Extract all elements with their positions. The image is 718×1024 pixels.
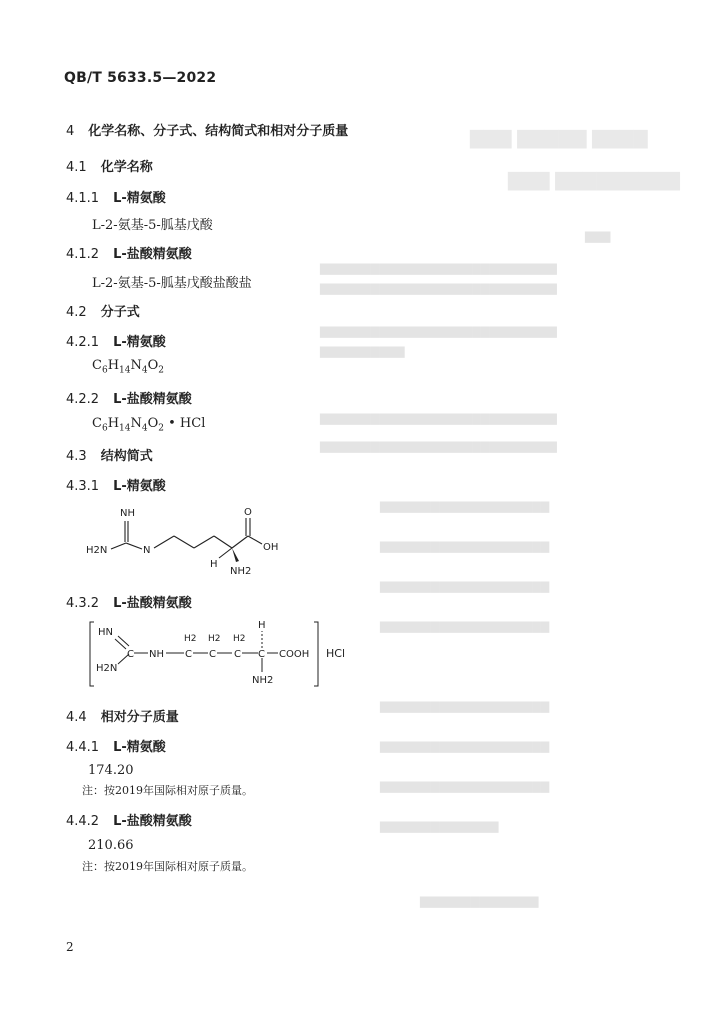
section-number: 4.3.1 — [66, 479, 100, 494]
section-title: L-盐酸精氨酸 — [113, 247, 192, 262]
label-h2: H2 — [184, 634, 197, 644]
section-number: 4.4.2 — [66, 814, 100, 829]
section-number: 4.4.1 — [66, 740, 100, 755]
section-4-heading — [66, 120, 348, 139]
chemical-name-arginine-hcl: L-2-氨基-5-胍基戊酸盐酸盐 — [92, 276, 252, 291]
section-4-2-heading — [66, 301, 140, 320]
section-number: 4 — [66, 124, 75, 139]
section-number: 4.2.1 — [66, 335, 100, 350]
arginine-structure-diagram — [80, 502, 290, 584]
section-title: 化学名称 — [100, 160, 153, 175]
label-h2n: H2N — [96, 663, 118, 674]
section-number: 4.2.2 — [66, 392, 100, 407]
section-number: 4.3 — [66, 449, 87, 464]
note-atomic-mass: 注：按2019年国际相对原子质量。 — [82, 784, 253, 797]
label-h2: H2 — [208, 634, 221, 644]
label-nh: NH — [149, 649, 164, 660]
section-title: 相对分子质量 — [100, 710, 179, 725]
label-n: N — [143, 545, 151, 556]
section-number: 4.1 — [66, 160, 87, 175]
label-nh2: NH2 — [252, 675, 274, 686]
section-4-1-2-heading — [66, 243, 192, 262]
section-title: 结构简式 — [100, 449, 153, 464]
arginine-hcl-structure-diagram — [82, 618, 372, 690]
section-title: L-盐酸精氨酸 — [113, 814, 192, 829]
section-4-4-heading — [66, 706, 179, 725]
molecular-mass-arginine: 174.20 — [88, 763, 134, 778]
label-c: C — [234, 649, 241, 660]
label-h2n: H2N — [86, 545, 108, 556]
section-title: L-精氨酸 — [113, 191, 166, 206]
chemical-name-arginine: L-2-氨基-5-胍基戊酸 — [92, 218, 213, 233]
section-4-2-1-heading — [66, 331, 166, 350]
standard-code: QB/T 5633.5—2022 — [64, 70, 217, 86]
section-number: 4.2 — [66, 305, 87, 320]
molecular-formula-arginine: $C_6H_{14}N_4O_2$ — [92, 358, 164, 376]
molecular-formula-arginine-hcl: $C_6H_{14}N_4O_2$ • HCl — [92, 416, 206, 434]
section-title: L-精氨酸 — [113, 335, 166, 350]
label-c: C — [258, 649, 265, 660]
section-title: L-盐酸精氨酸 — [113, 596, 192, 611]
section-4-2-2-heading — [66, 388, 192, 407]
label-hcl: HCl — [326, 647, 346, 660]
section-number: 4.1.2 — [66, 247, 100, 262]
label-c: C — [127, 649, 134, 660]
label-oh: OH — [263, 542, 279, 553]
label-nh: NH — [120, 508, 135, 519]
label-c: C — [209, 649, 216, 660]
section-4-3-2-heading — [66, 592, 192, 611]
label-o: O — [244, 507, 252, 518]
label-c: C — [185, 649, 192, 660]
label-cooh: COOH — [279, 649, 310, 660]
section-number: 4.4 — [66, 710, 87, 725]
section-4-1-1-heading — [66, 187, 166, 206]
section-number: 4.3.2 — [66, 596, 100, 611]
section-4-3-heading — [66, 445, 153, 464]
molecular-mass-arginine-hcl: 210.66 — [88, 838, 134, 853]
label-h: H — [258, 620, 266, 631]
document-page: ▇▇▇ ▇▇▇▇▇ ▇▇▇▇ ▇▇▇ ▇▇▇▇▇▇▇▇▇ ▇▇▇ ▇▇▇▇▇▇▇▇▇▇▇▇▇▇▇▇▇▇▇▇▇▇▇▇▇▇▇▇ ▇▇▇▇▇▇▇▇▇▇▇▇▇▇▇▇▇▇▇▇▇▇▇▇▇▇▇▇ ▇▇▇▇▇▇▇▇▇▇▇▇▇▇▇▇▇▇▇▇▇▇▇▇▇▇▇▇ ▇▇▇▇▇▇▇▇▇▇ ▇▇▇▇▇▇▇▇▇▇▇▇▇▇▇▇▇▇▇▇▇▇▇▇▇▇▇▇ ▇▇▇▇▇▇▇▇▇▇▇▇▇▇▇▇▇▇▇▇▇▇▇▇▇▇▇▇ ▇▇▇▇▇▇▇▇▇▇▇▇▇▇▇▇▇▇▇▇ ▇▇▇▇▇▇▇▇▇▇▇▇▇▇▇▇▇▇▇▇ ▇▇▇▇▇▇▇▇▇▇▇▇▇▇▇▇▇▇▇▇ ▇▇▇▇▇▇▇▇▇▇▇▇▇▇▇▇▇▇▇▇ ▇▇▇▇▇▇▇▇▇▇▇▇▇▇▇▇▇▇▇▇ ▇▇▇▇▇▇▇▇▇▇▇▇▇▇▇▇▇▇▇▇ ▇▇▇▇▇▇▇▇▇▇▇▇▇▇▇▇▇▇▇▇ ▇▇▇▇▇▇▇▇▇▇▇▇▇▇ ▇▇▇▇▇▇▇▇▇▇▇▇▇▇ QB/T 5633.5—2022 4 化学名称、分子式、结构简式和相对分子质量 4.1 化学名称 4.1.1 L-精氨酸 L-2-氨基-5-胍基戊酸 4.1.2 L-盐酸精氨酸 L-2-氨基-5-胍基戊酸盐酸盐 4.2 分子式 4.2.1 L-精氨酸 $C_6H_{14}N_4O_2$ 4.2.2 L-盐酸精氨酸 $C_6H_{14}N_4O_2$ • HCl 4.3 结构简式 4.3.1 L-精氨酸 NH H2N N H O OH NH2 4.3.2 L-盐酸精氨酸 HN H2N C NH H2 C H2 C H2 C H C COOH NH2 HCl 4.4 相对分子质量 4.4.1 L-精氨酸 174.20 注：按2019年国际相对原子质量。 4.4.2 L-盐酸精氨酸 210.66 注：按2019年国际相对原子质量。 2 — [64, 70, 680, 954]
section-number: 4.1.1 — [66, 191, 100, 206]
label-h2: H2 — [233, 634, 246, 644]
section-title: L-盐酸精氨酸 — [113, 392, 192, 407]
section-4-1-heading — [66, 156, 153, 175]
section-title: 分子式 — [100, 305, 140, 320]
section-title: L-精氨酸 — [113, 740, 166, 755]
page-number: 2 — [66, 940, 74, 954]
section-title: 化学名称、分子式、结构简式和相对分子质量 — [88, 124, 349, 139]
section-4-4-2-heading — [66, 810, 192, 829]
label-nh2: NH2 — [230, 566, 252, 577]
section-title: L-精氨酸 — [113, 479, 166, 494]
note-atomic-mass: 注：按2019年国际相对原子质量。 — [82, 860, 253, 873]
section-4-4-1-heading — [66, 736, 166, 755]
label-h: H — [210, 559, 218, 570]
section-4-3-1-heading — [66, 475, 166, 494]
label-hn: HN — [98, 627, 113, 638]
